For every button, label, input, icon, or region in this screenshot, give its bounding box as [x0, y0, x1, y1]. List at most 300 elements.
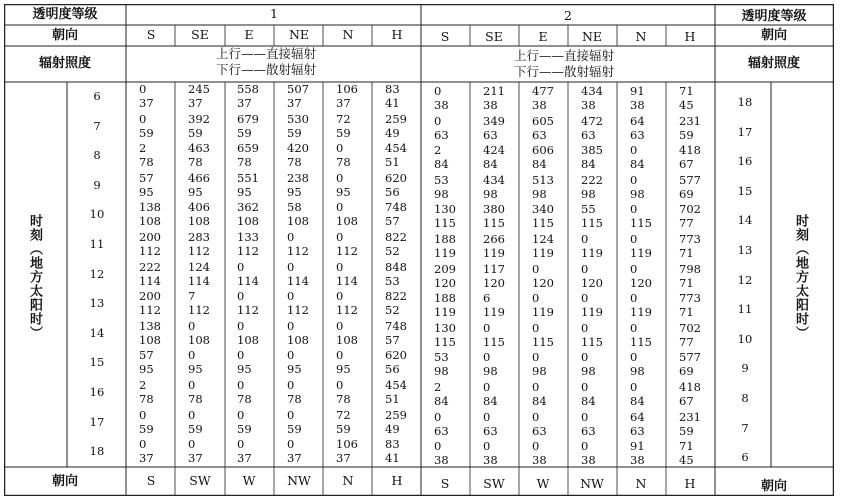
direct-radiation-value: 606: [532, 143, 554, 158]
scatter-radiation-value: 112: [139, 244, 161, 258]
scatter-radiation-value: 59: [336, 421, 351, 436]
scatter-radiation-value: 53: [385, 273, 400, 288]
scatter-radiation-value: 114: [287, 273, 309, 288]
direct-radiation-value: 418: [679, 380, 701, 394]
direct-radiation-value: 231: [679, 113, 701, 128]
hour-left: 10: [89, 207, 105, 222]
orientation-top-cell: N: [342, 27, 354, 42]
direct-radiation-value: 0: [139, 407, 147, 422]
direct-radiation-value: 0: [336, 230, 344, 244]
scatter-radiation-value: 41: [385, 451, 400, 466]
direct-radiation-value: 259: [385, 407, 407, 422]
scatter-radiation-value: 78: [237, 392, 252, 406]
orientation-bottom-cell: S: [146, 473, 156, 488]
radiation-label-right: 辐射照度: [747, 56, 801, 71]
scatter-radiation-value: 71: [679, 275, 694, 290]
direct-radiation-value: 551: [237, 170, 259, 185]
orientation-bottom-cell: N: [342, 473, 354, 488]
orientation-bottom-cell: N: [635, 476, 647, 491]
hour-left: 12: [89, 266, 105, 281]
direct-radiation-value: 798: [679, 261, 701, 276]
direct-radiation-value: 64: [630, 113, 645, 128]
scatter-radiation-value: 37: [139, 96, 154, 110]
direct-radiation-value: 53: [434, 172, 449, 187]
direct-radiation-value: 0: [237, 407, 245, 422]
scatter-radiation-value: 78: [287, 155, 302, 170]
grade-label-right: 透明度等级: [741, 9, 807, 24]
scatter-radiation-value: 112: [188, 303, 210, 318]
scatter-radiation-value: 114: [139, 273, 161, 288]
direct-radiation-value: 71: [679, 84, 694, 98]
direct-radiation-value: 130: [434, 320, 456, 335]
grade-2: 2: [564, 8, 572, 23]
scatter-radiation-value: 38: [532, 453, 547, 468]
scatter-radiation-value: 59: [679, 127, 694, 142]
radiation-label: 辐射照度: [38, 56, 92, 71]
direct-radiation-value: 0: [532, 261, 540, 276]
direct-radiation-value: 0: [188, 348, 196, 363]
scatter-radiation-value: 38: [532, 98, 547, 112]
hour-right: 8: [741, 391, 749, 405]
scatter-radiation-value: 108: [188, 332, 210, 347]
direct-radiation-value: 2: [139, 378, 147, 392]
scatter-radiation-value: 115: [532, 216, 554, 231]
scatter-radiation-value: 38: [630, 453, 645, 468]
scatter-radiation-value: 112: [287, 303, 309, 318]
direct-radiation-value: 117: [483, 261, 505, 276]
scatter-radiation-value: 112: [336, 303, 358, 318]
direct-radiation-value: 0: [581, 320, 589, 335]
scatter-radiation-value: 63: [581, 127, 596, 142]
direct-radiation-value: 0: [581, 291, 589, 306]
orientation-top-cell: NE: [581, 29, 603, 44]
hour-left: 13: [89, 296, 105, 311]
direct-radiation-value: 0: [237, 437, 245, 452]
orientation-label-right: 朝向: [760, 28, 788, 43]
scatter-radiation-value: 98: [483, 186, 498, 201]
orientation-bottom-cell: H: [391, 473, 403, 488]
scatter-radiation-value: 63: [630, 423, 645, 438]
scatter-radiation-value: 119: [581, 246, 603, 260]
scatter-radiation-value: 67: [679, 157, 694, 172]
scatter-radiation-value: 51: [385, 155, 400, 170]
direct-radiation-value: 406: [188, 200, 210, 215]
scatter-radiation-value: 45: [679, 453, 694, 468]
scatter-radiation-value: 115: [630, 334, 652, 349]
scatter-radiation-value: 112: [237, 244, 259, 258]
scatter-radiation-value: 112: [237, 303, 259, 318]
scatter-radiation-value: 67: [679, 394, 694, 408]
direct-radiation-value: 0: [532, 439, 540, 454]
direct-radiation-value: 0: [532, 291, 540, 306]
scatter-radiation-value: 78: [287, 392, 302, 406]
scatter-radiation-value: 108: [336, 332, 358, 347]
direct-radiation-value: 507: [287, 82, 309, 96]
direct-radiation-value: 0: [483, 380, 491, 394]
scatter-radiation-value: 98: [630, 364, 645, 379]
scatter-radiation-value: 63: [434, 423, 449, 438]
scatter-radiation-value: 57: [385, 332, 400, 347]
direct-radiation-value: 211: [483, 84, 505, 98]
scatter-radiation-value: 59: [336, 125, 351, 140]
direct-radiation-value: 0: [336, 170, 344, 185]
scatter-radiation-value: 95: [188, 362, 203, 377]
direct-radiation-value: 138: [139, 200, 161, 215]
scatter-radiation-value: 119: [434, 305, 456, 320]
scatter-radiation-value: 84: [483, 394, 498, 408]
scatter-radiation-value: 37: [139, 451, 154, 466]
direct-radiation-value: 463: [188, 141, 210, 156]
direct-radiation-value: 0: [336, 200, 344, 215]
direct-radiation-value: 0: [581, 380, 589, 394]
scatter-radiation-value: 95: [139, 184, 154, 199]
direct-radiation-value: 848: [385, 259, 407, 274]
scatter-radiation-value: 119: [581, 305, 603, 320]
orientation-bottom-cell: W: [242, 473, 256, 488]
scatter-radiation-value: 119: [630, 246, 652, 260]
direct-radiation-value: 530: [287, 111, 309, 126]
direct-radiation-value: 245: [188, 82, 210, 96]
scatter-radiation-value: 52: [385, 244, 400, 258]
scatter-radiation-value: 51: [385, 392, 400, 406]
direct-radiation-value: 454: [385, 141, 407, 156]
scatter-radiation-value: 37: [287, 451, 302, 466]
direct-radiation-value: 259: [385, 111, 407, 126]
direct-radiation-value: 71: [679, 439, 694, 454]
scatter-radiation-value: 115: [581, 216, 603, 231]
scatter-radiation-value: 98: [434, 364, 449, 379]
legend-scatter-1: 下行——散射辐射: [216, 62, 317, 77]
hour-right: 10: [737, 331, 753, 346]
scatter-radiation-value: 37: [188, 96, 203, 110]
direct-radiation-value: 773: [679, 291, 701, 306]
direct-radiation-value: 0: [287, 378, 295, 392]
hour-left: 16: [89, 385, 105, 399]
direct-radiation-value: 130: [434, 202, 456, 217]
direct-radiation-value: 138: [139, 318, 161, 333]
scatter-radiation-value: 112: [139, 303, 161, 318]
direct-radiation-value: 0: [336, 378, 344, 392]
scatter-radiation-value: 120: [483, 275, 505, 290]
direct-radiation-value: 72: [336, 111, 351, 126]
direct-radiation-value: 124: [532, 232, 554, 246]
orientation-top-cell: S: [440, 29, 450, 44]
scatter-radiation-value: 84: [532, 394, 547, 408]
scatter-radiation-value: 98: [581, 364, 596, 379]
direct-radiation-value: 0: [237, 289, 245, 304]
legend-direct-2: 上行——直接辐射: [514, 48, 615, 63]
hour-left: 18: [89, 444, 105, 459]
direct-radiation-value: 0: [434, 409, 442, 424]
direct-radiation-value: 558: [237, 82, 259, 96]
scatter-radiation-value: 115: [483, 216, 505, 231]
hour-right: 15: [737, 183, 753, 198]
direct-radiation-value: 124: [188, 259, 210, 274]
scatter-radiation-value: 108: [336, 214, 358, 229]
direct-radiation-value: 222: [139, 259, 161, 274]
scatter-radiation-value: 119: [483, 246, 505, 260]
direct-radiation-value: 0: [630, 380, 638, 394]
scatter-radiation-value: 108: [237, 214, 259, 229]
direct-radiation-value: 200: [139, 230, 161, 244]
scatter-radiation-value: 98: [581, 186, 596, 201]
scatter-radiation-value: 59: [237, 125, 252, 140]
direct-radiation-value: 0: [581, 232, 589, 246]
orientation-top-cell: SE: [485, 29, 503, 44]
hour-left: 15: [89, 355, 105, 370]
scatter-radiation-value: 84: [581, 157, 596, 172]
scatter-radiation-value: 119: [483, 305, 505, 320]
scatter-radiation-value: 120: [434, 275, 456, 290]
scatter-radiation-value: 84: [532, 157, 547, 172]
scatter-radiation-value: 37: [336, 451, 351, 466]
direct-radiation-value: 0: [630, 143, 638, 158]
scatter-radiation-value: 38: [483, 453, 498, 468]
scatter-radiation-value: 38: [630, 98, 645, 112]
scatter-radiation-value: 59: [188, 421, 203, 436]
scatter-radiation-value: 63: [483, 127, 498, 142]
direct-radiation-value: 748: [385, 318, 407, 333]
scatter-radiation-value: 95: [188, 184, 203, 199]
direct-radiation-value: 773: [679, 232, 701, 246]
scatter-radiation-value: 59: [679, 423, 694, 438]
direct-radiation-value: 0: [483, 350, 491, 365]
scatter-radiation-value: 119: [630, 305, 652, 320]
direct-radiation-value: 392: [188, 111, 210, 126]
direct-radiation-value: 0: [630, 202, 638, 217]
direct-radiation-value: 6: [483, 291, 491, 306]
scatter-radiation-value: 63: [532, 127, 547, 142]
direct-radiation-value: 0: [287, 437, 295, 452]
direct-radiation-value: 0: [483, 409, 491, 424]
orientation-label-bottom: 朝向: [51, 474, 79, 489]
direct-radiation-value: 283: [188, 230, 210, 244]
scatter-radiation-value: 120: [532, 275, 554, 290]
direct-radiation-value: 822: [385, 230, 407, 244]
orientation-top-cell: E: [244, 27, 254, 42]
scatter-radiation-value: 108: [139, 332, 161, 347]
scatter-radiation-value: 95: [336, 184, 351, 199]
scatter-radiation-value: 112: [336, 244, 358, 258]
direct-radiation-value: 7: [188, 289, 196, 304]
direct-radiation-value: 577: [679, 350, 701, 365]
direct-radiation-value: 822: [385, 289, 407, 304]
scatter-radiation-value: 95: [237, 362, 252, 377]
hour-left: 7: [93, 118, 101, 133]
scatter-radiation-value: 95: [237, 184, 252, 199]
scatter-radiation-value: 49: [385, 125, 400, 140]
direct-radiation-value: 679: [237, 111, 259, 126]
scatter-radiation-value: 77: [679, 216, 694, 231]
scatter-radiation-value: 115: [630, 216, 652, 231]
direct-radiation-value: 0: [336, 141, 344, 156]
direct-radiation-value: 58: [287, 200, 302, 215]
scatter-radiation-value: 63: [630, 127, 645, 142]
scatter-radiation-value: 56: [385, 362, 400, 377]
direct-radiation-value: 0: [532, 320, 540, 335]
direct-radiation-value: 434: [581, 84, 603, 98]
scatter-radiation-value: 37: [237, 451, 252, 466]
orientation-bottom-cell: NW: [287, 473, 311, 488]
orientation-bottom-cell: W: [536, 476, 550, 491]
scatter-radiation-value: 69: [679, 364, 694, 379]
scatter-radiation-value: 78: [336, 155, 351, 170]
direct-radiation-value: 83: [385, 82, 400, 96]
direct-radiation-value: 385: [581, 143, 603, 158]
direct-radiation-value: 0: [581, 350, 589, 365]
direct-radiation-value: 577: [679, 172, 701, 187]
direct-radiation-value: 57: [139, 170, 154, 185]
direct-radiation-value: 0: [188, 407, 196, 422]
scatter-radiation-value: 57: [385, 214, 400, 229]
legend-direct-1: 上行——直接辐射: [216, 46, 317, 61]
direct-radiation-value: 0: [581, 439, 589, 454]
scatter-radiation-value: 98: [532, 186, 547, 201]
hour-right: 13: [737, 243, 753, 257]
scatter-radiation-value: 98: [483, 364, 498, 379]
direct-radiation-value: 0: [581, 261, 589, 276]
direct-radiation-value: 0: [630, 172, 638, 187]
scatter-radiation-value: 84: [581, 394, 596, 408]
scatter-radiation-value: 108: [287, 214, 309, 229]
hour-right: 17: [737, 124, 753, 139]
direct-radiation-value: 620: [385, 170, 407, 185]
scatter-radiation-value: 71: [679, 305, 694, 320]
direct-radiation-value: 133: [237, 230, 259, 244]
direct-radiation-value: 91: [630, 439, 645, 454]
scatter-radiation-value: 95: [287, 362, 302, 377]
direct-radiation-value: 222: [581, 172, 603, 187]
direct-radiation-value: 454: [385, 378, 407, 392]
direct-radiation-value: 0: [139, 82, 147, 96]
direct-radiation-value: 231: [679, 409, 701, 424]
direct-radiation-value: 91: [630, 84, 645, 98]
direct-radiation-value: 748: [385, 200, 407, 215]
grade-1: 1: [270, 6, 278, 21]
scatter-radiation-value: 38: [581, 453, 596, 468]
scatter-radiation-value: 59: [287, 125, 302, 140]
direct-radiation-value: 349: [483, 113, 505, 128]
scatter-radiation-value: 114: [336, 273, 358, 288]
direct-radiation-value: 0: [434, 113, 442, 128]
direct-radiation-value: 53: [434, 350, 449, 365]
direct-radiation-value: 0: [287, 318, 295, 333]
solar-radiation-table: [4, 4, 834, 496]
scatter-radiation-value: 38: [581, 98, 596, 112]
orientation-bottom-cell: S: [440, 476, 450, 491]
direct-radiation-value: 0: [336, 259, 344, 274]
direct-radiation-value: 0: [336, 318, 344, 333]
hour-right: 16: [737, 154, 753, 169]
scatter-radiation-value: 37: [188, 451, 203, 466]
direct-radiation-value: 0: [188, 318, 196, 333]
scatter-radiation-value: 119: [434, 246, 456, 260]
direct-radiation-value: 0: [434, 84, 442, 98]
hour-left: 8: [93, 148, 101, 163]
scatter-radiation-value: 114: [188, 273, 210, 288]
scatter-radiation-value: 63: [483, 423, 498, 438]
direct-radiation-value: 513: [532, 172, 554, 187]
direct-radiation-value: 472: [581, 113, 603, 128]
direct-radiation-value: 466: [188, 170, 210, 185]
hour-left: 9: [93, 177, 101, 192]
scatter-radiation-value: 119: [532, 246, 554, 260]
scatter-radiation-value: 56: [385, 184, 400, 199]
direct-radiation-value: 0: [139, 111, 147, 126]
scatter-radiation-value: 108: [188, 214, 210, 229]
direct-radiation-value: 0: [630, 320, 638, 335]
direct-radiation-value: 0: [434, 439, 442, 454]
scatter-radiation-value: 115: [581, 334, 603, 349]
direct-radiation-value: 2: [434, 380, 442, 394]
grade-label: 透明度等级: [32, 7, 98, 22]
scatter-radiation-value: 63: [532, 423, 547, 438]
orientation-top-cell: NE: [288, 27, 310, 42]
scatter-radiation-value: 38: [434, 98, 449, 112]
scatter-radiation-value: 115: [532, 334, 554, 349]
direct-radiation-value: 83: [385, 437, 400, 452]
hour-right: 7: [741, 420, 749, 435]
scatter-radiation-value: 78: [237, 155, 252, 170]
scatter-radiation-value: 84: [434, 394, 449, 408]
scatter-radiation-value: 78: [139, 392, 154, 406]
hour-right: 11: [737, 302, 753, 317]
scatter-radiation-value: 95: [336, 362, 351, 377]
scatter-radiation-value: 115: [434, 334, 456, 349]
direct-radiation-value: 0: [532, 350, 540, 365]
scatter-radiation-value: 78: [336, 392, 351, 406]
time-label: 时刻（地方太阳时）: [27, 214, 42, 340]
scatter-radiation-value: 49: [385, 421, 400, 436]
scatter-radiation-value: 108: [237, 332, 259, 347]
direct-radiation-value: 362: [237, 200, 259, 215]
scatter-radiation-value: 59: [188, 125, 203, 140]
hour-left: 6: [93, 89, 101, 103]
direct-radiation-value: 200: [139, 289, 161, 304]
direct-radiation-value: 0: [336, 289, 344, 304]
direct-radiation-value: 434: [483, 172, 505, 187]
direct-radiation-value: 0: [188, 378, 196, 392]
scatter-radiation-value: 95: [287, 184, 302, 199]
scatter-radiation-value: 69: [679, 186, 694, 201]
scatter-radiation-value: 78: [139, 155, 154, 170]
direct-radiation-value: 0: [237, 318, 245, 333]
scatter-radiation-value: 120: [630, 275, 652, 290]
hour-left: 11: [89, 237, 105, 251]
direct-radiation-value: 620: [385, 348, 407, 363]
direct-radiation-value: 605: [532, 113, 554, 128]
direct-radiation-value: 659: [237, 141, 259, 156]
scatter-radiation-value: 112: [188, 244, 210, 258]
scatter-radiation-value: 37: [336, 96, 351, 110]
hour-left: 17: [89, 414, 105, 429]
scatter-radiation-value: 98: [532, 364, 547, 379]
direct-radiation-value: 0: [237, 348, 245, 363]
direct-radiation-value: 0: [532, 380, 540, 394]
scatter-radiation-value: 115: [434, 216, 456, 231]
orientation-label: 朝向: [51, 28, 79, 43]
scatter-radiation-value: 78: [188, 155, 203, 170]
scatter-radiation-value: 115: [483, 334, 505, 349]
orientation-top-cell: H: [391, 27, 403, 42]
orientation-top-cell: N: [635, 29, 647, 44]
hour-right: 12: [737, 272, 753, 287]
direct-radiation-value: 702: [679, 202, 701, 217]
scatter-radiation-value: 37: [287, 96, 302, 110]
orientation-top-cell: E: [538, 29, 548, 44]
direct-radiation-value: 0: [139, 437, 147, 452]
direct-radiation-value: 0: [483, 439, 491, 454]
